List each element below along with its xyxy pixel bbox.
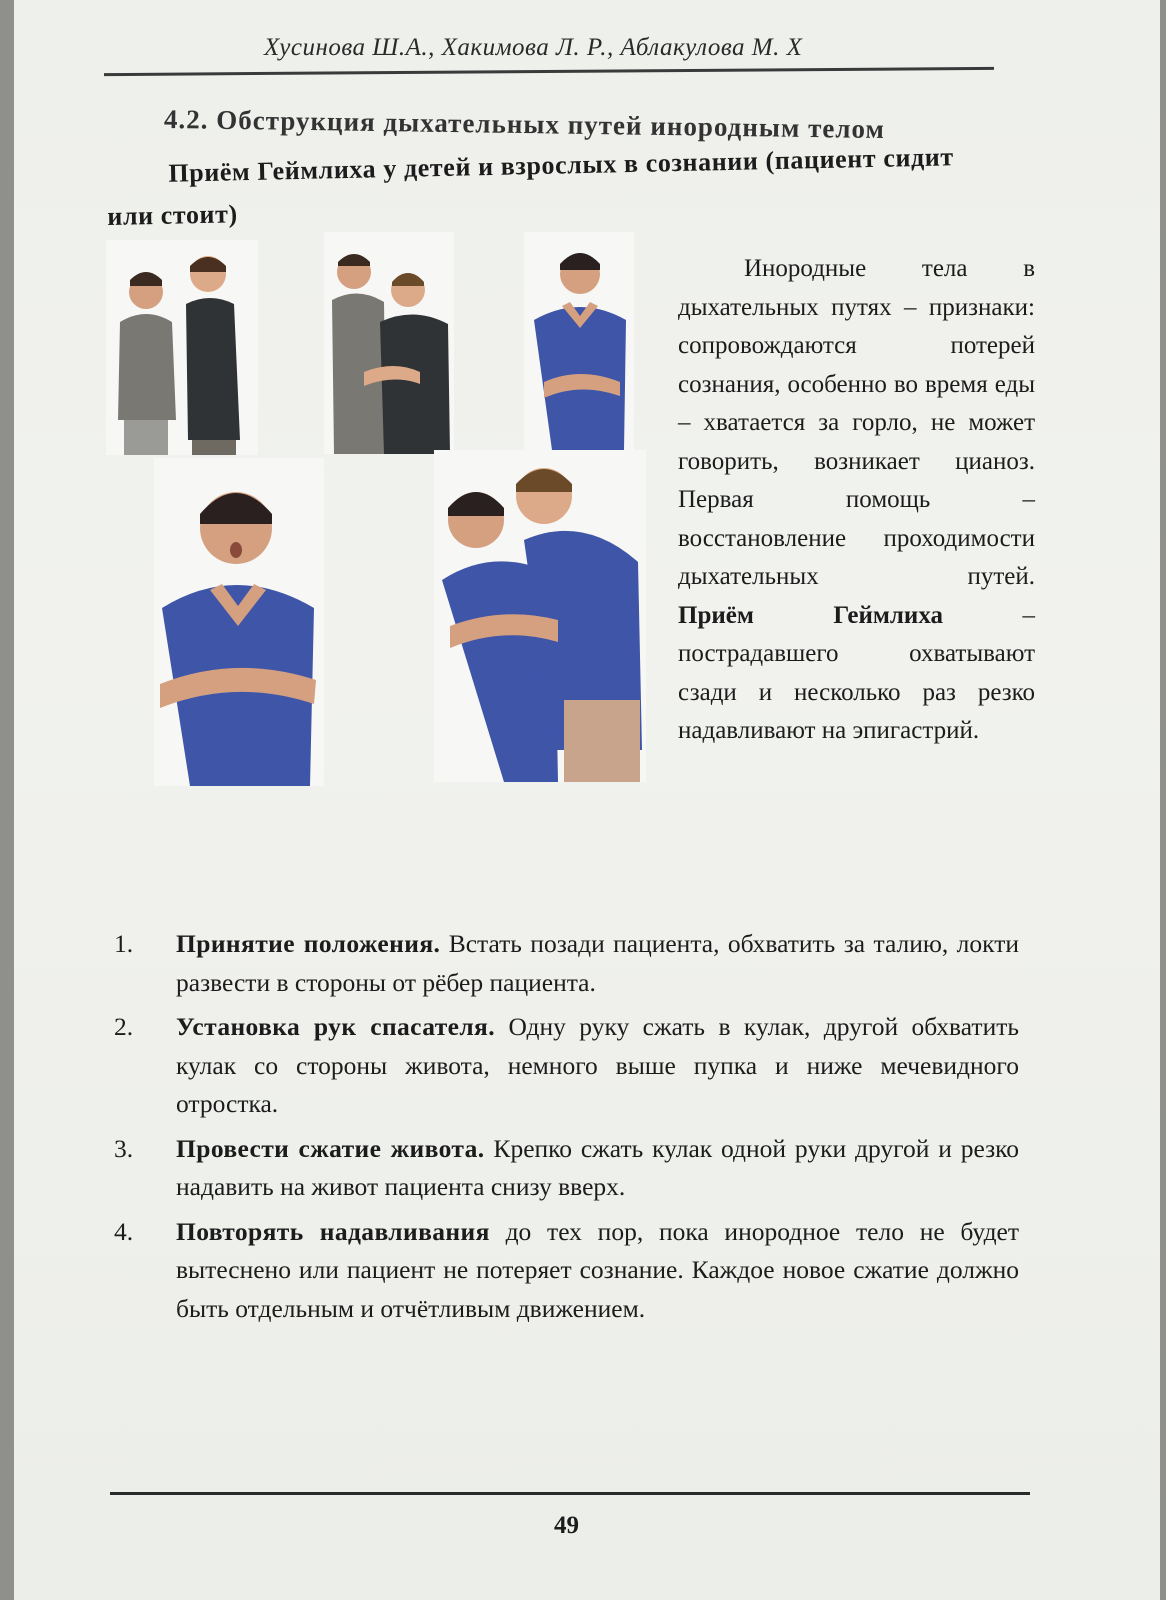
side-column-text: [678, 250, 1035, 751]
step-number: 2.: [114, 1012, 134, 1041]
photo-approach: [106, 240, 258, 455]
step-number: 1.: [114, 929, 134, 958]
step-heading: Провести сжатие живота.: [176, 1133, 485, 1163]
step-heading: Установка рук спасателя.: [176, 1012, 496, 1041]
footer-rule: [110, 1492, 1030, 1495]
list-item: [114, 925, 1019, 1002]
photo-positioning: [324, 232, 454, 454]
step-heading: Повторять надавливания: [176, 1216, 490, 1246]
step-text: до тех пор, пока инородное тело не будет вытеснено или пациент не потеряет сознание. Каждое новое сжатие должно быть отдельным и отчётливым движением.: [176, 1216, 1019, 1323]
photo-choking-closeup: [154, 458, 324, 786]
section-title: 4.2. Обструкция дыхательных путей инородным телом: [163, 104, 886, 145]
heimlich-term: Приём Геймлиха: [678, 601, 944, 629]
side-paragraph-description: сопровождаются потерей сознания, особенно во время еды – хватается за горло, не может говорить, возникает цианоз. Первая помощь – восстановление проходимости дыхательных путей.: [678, 332, 1035, 590]
step-text: Встать позади пациента, обхватить за талию, локти развести в стороны от рёбер пациента.: [176, 929, 1019, 997]
step-number: 4.: [114, 1216, 134, 1246]
running-head-authors: Хусинова Ш.А., Хакимова Л. Р., Аблакулова М. Х: [264, 34, 803, 61]
side-paragraph-heimlich: [678, 597, 1035, 751]
step-heading: Принятие положения.: [176, 929, 441, 958]
header-rule: [104, 67, 994, 76]
page-number: 49: [554, 1512, 579, 1539]
step-text: Одну руку сжать в кулак, другой обхватить кулак со стороны живота, немного выше пупка и ниже мечевидного отростка.: [176, 1012, 1019, 1118]
step-number: 3.: [114, 1133, 134, 1163]
list-item: [114, 1130, 1019, 1207]
book-page: [14, 0, 1160, 1600]
heimlich-definition: – пострадавшего охватывают сзади и несколько раз резко надавливают на эпигастрий.: [678, 601, 1036, 744]
photo-choking-sign: [524, 232, 634, 450]
list-item: [114, 1213, 1019, 1329]
steps-list: [114, 925, 1019, 1334]
list-item: [114, 1008, 1019, 1124]
section-subtitle: Приём Геймлиха у детей и взрослых в сознании (пациент сидит или стоит): [107, 142, 955, 231]
photo-heimlich-thrust: [434, 450, 646, 782]
step-text: Крепко сжать кулак одной руки другой и резко надавить на живот пациента снизу вверх.: [176, 1133, 1019, 1201]
side-paragraph-signs: Инородные тела в дыхательных путях – признаки:: [678, 255, 1035, 321]
